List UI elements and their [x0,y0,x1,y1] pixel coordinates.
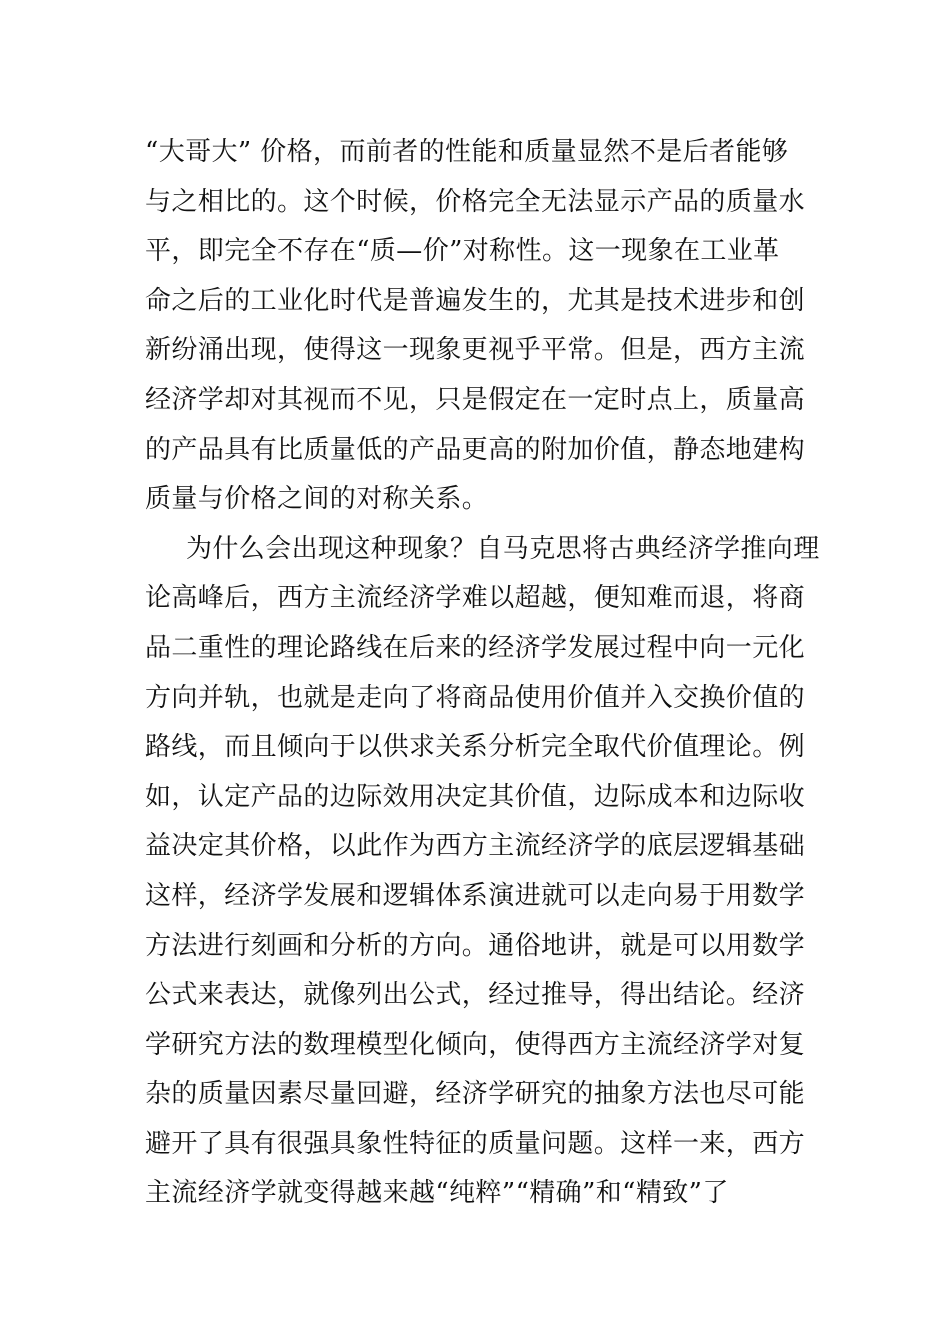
text-line: 主流经济学就变得越来越“纯粹”“精确”和“精致”了 [145,1178,729,1209]
text-line: 论高峰后，西方主流经济学难以超越，便知难而退，将商 [145,583,806,614]
text-line: 益决定其价格，以此作为西方主流经济学的底层逻辑基础 [145,831,806,862]
text-line: 路线，而且倾向于以供求关系分析完全取代价值理论。例 [145,732,806,763]
text-line: 学研究方法的数理模型化倾向，使得西方主流经济学对复 [145,1029,806,1060]
text-line: 方法进行刻画和分析的方向。通俗地讲，就是可以用数学 [145,930,806,961]
text-line: 经济学却对其视而不见，只是假定在一定时点上，质量高 [145,384,806,415]
paragraph-1 [145,128,815,525]
text-line: 杂的质量因素尽量回避，经济学研究的抽象方法也尽可能 [145,1079,806,1110]
text-line: 与之相比的。这个时候，价格完全无法显示产品的质量水 [145,186,806,217]
text-line: 平，即完全不存在“质—价”对称性。这一现象在工业革 [145,236,780,267]
body-text [145,128,820,1219]
text-line: 命之后的工业化时代是普遍发生的，尤其是技术进步和创 [145,285,806,316]
text-line: 公式来表达，就像列出公式，经过推导，得出结论。经济 [145,980,806,1011]
text-line: 的产品具有比质量低的产品更高的附加价值，静态地建构 [145,434,806,465]
text-line: 新纷涌出现，使得这一现象更视乎平常。但是，西方主流 [145,335,806,366]
text-line: 质量与价格之间的对称关系。 [145,484,489,515]
text-line: 避开了具有很强具象性特征的质量问题。这样一来，西方 [145,1128,806,1159]
text-line: “大哥大” 价格，而前者的性能和质量显然不是后者能够 [145,137,789,167]
text-line: 方向并轨，也就是走向了将商品使用价值并入交换价值的 [145,682,806,713]
text-line: 这样，经济学发展和逻辑体系演进就可以走向易于用数学 [145,880,806,911]
paragraph-2 [145,525,820,1219]
text-line: 品二重性的理论路线在后来的经济学发展过程中向一元化 [145,632,806,663]
text-line: 如，认定产品的边际效用决定其价值，边际成本和边际收 [145,781,806,812]
text-line-indented: 为什么会出现这种现象？自马克思将古典经济学推向理 [186,533,820,564]
